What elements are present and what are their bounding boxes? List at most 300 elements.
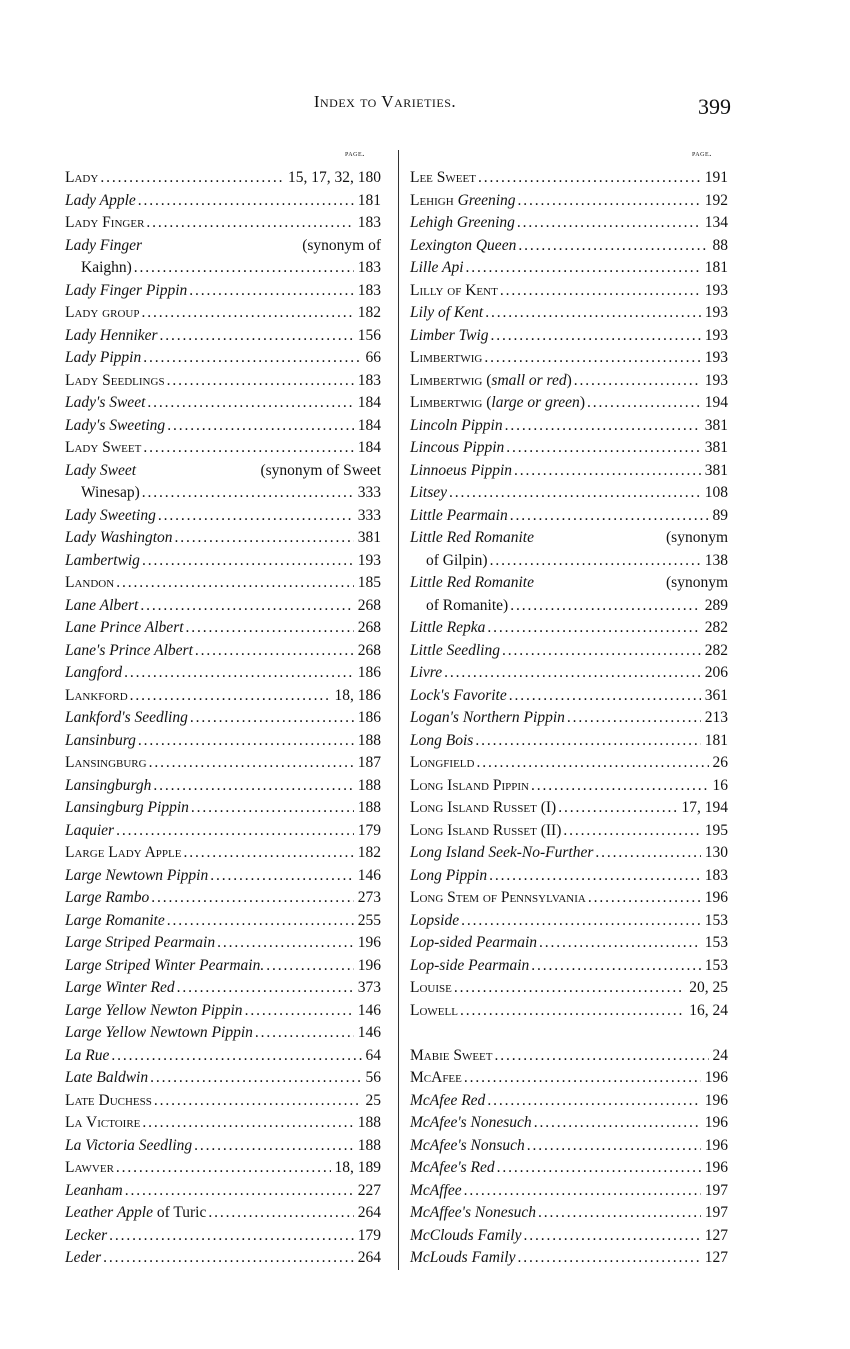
index-entry [65, 417, 381, 439]
entry-name [410, 1159, 495, 1177]
dot-leader [490, 552, 701, 570]
entry-name [65, 867, 208, 885]
entry-name-segment: Lady's Sweet [65, 394, 146, 411]
entry-name [65, 619, 184, 637]
dot-leader [103, 1249, 354, 1267]
dot-leader [158, 507, 354, 525]
index-entry [410, 1114, 728, 1136]
entry-name-segment: Large Lady Apple [65, 844, 182, 861]
entry-name-segment: (synonym [666, 529, 728, 546]
entry-pages: 264 [357, 1204, 381, 1221]
entry-name-segment: Large Rambo [65, 889, 150, 906]
entry-pages: 195 [704, 821, 728, 839]
entry-name-segment: McAffee [410, 1181, 462, 1199]
entry-name-segment: Long Island Seek-No-Further [410, 844, 594, 861]
page-number: 399 [698, 94, 731, 119]
index-entry [65, 304, 381, 326]
dot-leader [150, 1069, 361, 1087]
entry-name-segment: Large Romanite [65, 911, 165, 929]
index-entry [65, 1024, 381, 1046]
entry-name-segment: McAffee's Nonesuch [410, 1204, 536, 1221]
entry-name-segment: ) [566, 371, 572, 389]
index-entry [65, 912, 381, 934]
entry-name-segment: Lady Finger [65, 214, 145, 231]
entry-name [410, 304, 483, 322]
entry-name [410, 462, 512, 480]
dot-leader [245, 1002, 354, 1020]
entry-name-segment: La Victoria Seedling [65, 1136, 193, 1154]
dot-leader [514, 462, 701, 480]
entry-name-segment: (synonym of [302, 236, 381, 254]
entry-pages: 184 [357, 439, 381, 456]
entry-name [65, 979, 175, 997]
entry-name [410, 1002, 458, 1020]
entry-pages: 193 [704, 326, 728, 344]
index-entry [410, 822, 728, 844]
dot-leader [567, 709, 701, 727]
entry-name [65, 597, 138, 615]
entry-name [410, 282, 498, 300]
entry-name [410, 754, 474, 772]
dot-leader [151, 889, 354, 907]
index-entry [65, 192, 381, 214]
entry-name-segment: Lansingburg Pippin [65, 799, 189, 816]
entry-pages: 227 [357, 1181, 381, 1199]
entry-name-segment: McAfee Red [410, 1091, 486, 1109]
index-entry [65, 1069, 381, 1091]
entry-name-segment: Long Stem of Pennsylvania [410, 889, 586, 906]
index-entry [65, 1204, 381, 1226]
index-entry [65, 1159, 381, 1181]
index-entry [65, 844, 381, 866]
entry-name-segment: Lady's Sweeting [65, 416, 166, 434]
entry-name-segment: Leder [65, 1249, 102, 1266]
dot-leader [510, 507, 709, 525]
entry-name [410, 394, 585, 412]
entry-name-segment: Lady Seedlings [65, 371, 165, 389]
dot-leader [454, 979, 685, 997]
entry-name [410, 1227, 522, 1245]
entry-pages: 66 [365, 349, 381, 366]
dot-leader [143, 439, 353, 457]
entry-pages: 196 [704, 1114, 728, 1131]
entry-pages: 138 [704, 551, 728, 569]
entry-name-segment: Lady [65, 169, 99, 186]
entry-name [410, 822, 561, 840]
index-entry [410, 799, 728, 821]
entry-name [65, 799, 189, 817]
entry-pages: 18, 186 [334, 686, 381, 704]
index-entry [410, 214, 728, 236]
entry-pages: 381 [357, 529, 381, 546]
index-entry [65, 619, 381, 641]
entry-pages: 373 [357, 979, 381, 996]
entry-name [410, 1249, 515, 1267]
index-entry [410, 259, 728, 281]
entry-name-segment: Lankford's Seedling [65, 709, 188, 726]
index-entry-line [81, 259, 381, 281]
dot-leader [475, 732, 700, 750]
dot-leader [146, 214, 353, 232]
dot-leader [167, 417, 354, 435]
dot-leader [466, 259, 701, 277]
dot-leader [195, 642, 354, 660]
entry-name-segment: Lincoln Pippin [410, 416, 503, 434]
entry-name [65, 1137, 192, 1155]
entry-name-segment: Lambertwig [65, 551, 140, 569]
index-entry [65, 1047, 381, 1069]
entry-name [65, 507, 156, 525]
dot-leader [183, 844, 353, 862]
index-entry [65, 349, 381, 371]
index-entry [410, 664, 728, 686]
dot-leader [505, 417, 701, 435]
entry-name-segment: Lady group [65, 304, 140, 321]
entry-name [410, 1047, 492, 1065]
entry-name-segment: Lansinburg [65, 731, 136, 749]
page-column-label-left: page. [345, 148, 365, 158]
dot-leader [167, 372, 354, 390]
entry-pages: 183 [357, 259, 381, 276]
entry-pages: 193 [704, 281, 728, 299]
index-entry [410, 507, 728, 529]
entry-name [410, 1114, 532, 1132]
entry-name-segment: Mabie Sweet [410, 1046, 493, 1064]
entry-name-continuation: of Romanite) [426, 596, 509, 614]
dot-leader [517, 214, 701, 232]
index-entry [410, 867, 728, 889]
entry-name-segment: McLouds Family [410, 1249, 516, 1266]
entry-pages: 127 [704, 1249, 728, 1266]
index-entry [410, 912, 728, 934]
entry-pages: 206 [704, 664, 728, 681]
entry-pages: 88 [712, 236, 728, 254]
entry-name [65, 372, 165, 390]
dot-leader [509, 687, 701, 705]
index-entry [410, 1182, 728, 1204]
entry-name-segment: ( [486, 371, 492, 389]
entry-pages: 18, 189 [334, 1159, 381, 1176]
index-entry [65, 597, 381, 619]
entry-name [65, 709, 188, 727]
entry-pages: 183 [357, 214, 381, 231]
entry-pages: 179 [357, 1226, 381, 1244]
entry-name [65, 844, 181, 862]
dot-leader [194, 1137, 354, 1155]
dot-leader [527, 1137, 701, 1155]
index-entry [65, 822, 381, 844]
dot-leader [177, 979, 354, 997]
entry-name [65, 889, 149, 907]
index-entry [410, 394, 728, 416]
entry-pages: 193 [704, 349, 728, 366]
entry-name-segment: Lady Sweet [65, 461, 137, 479]
entry-name [410, 372, 572, 390]
entry-pages: 192 [704, 191, 728, 209]
entry-pages: 130 [704, 844, 728, 861]
dot-leader [142, 552, 354, 570]
entry-name-segment: McAfee's Nonsuch [410, 1136, 525, 1154]
dot-leader [167, 912, 354, 930]
entry-name [410, 1069, 462, 1087]
index-entry [65, 282, 381, 304]
entry-name-segment: Logan's Northern Pippin [410, 709, 565, 726]
entry-pages: 191 [704, 169, 728, 186]
index-entry [410, 1204, 728, 1226]
entry-pages: 361 [704, 686, 728, 704]
entry-name [410, 1137, 525, 1155]
entry-pages: 182 [357, 844, 381, 861]
entry-pages: 282 [704, 641, 728, 659]
entry-name-segment: Limber Twig [410, 326, 489, 344]
entry-name-segment: Lankford [65, 686, 128, 704]
entry-name [410, 664, 442, 682]
entry-name-segment: La Rue [65, 1046, 110, 1064]
dot-leader [460, 1002, 685, 1020]
dot-leader [141, 304, 353, 322]
entry-pages: 333 [357, 484, 381, 501]
index-entry [410, 619, 728, 641]
entry-pages: 255 [357, 911, 381, 929]
dot-leader [153, 777, 353, 795]
index-entry [65, 777, 381, 799]
entry-name [65, 1092, 152, 1110]
dot-leader [175, 529, 354, 547]
entry-pages: 127 [704, 1226, 728, 1244]
index-entry [65, 934, 381, 956]
entry-name-segment: Lecker [65, 1226, 108, 1244]
entry-pages: 153 [704, 956, 728, 974]
entry-name [65, 1159, 114, 1177]
dot-leader [189, 282, 353, 300]
dot-leader [494, 1047, 708, 1065]
entry-name-segment: Little Red Romanite [410, 574, 534, 591]
index-entry [65, 1182, 381, 1204]
index-entry [65, 732, 381, 754]
entry-name [410, 169, 476, 187]
entry-pages: 264 [357, 1249, 381, 1266]
index-entry [410, 687, 728, 709]
entry-pages: 16 [712, 776, 728, 794]
entry-name-segment: Louise [410, 979, 452, 996]
entry-pages: 146 [357, 1001, 381, 1019]
page-column-label-right: page. [692, 148, 712, 158]
entry-name-segment: Lane Albert [65, 596, 139, 614]
entry-pages: 186 [357, 709, 381, 726]
entry-pages: 25 [365, 1091, 381, 1109]
entry-name [65, 642, 193, 660]
dot-leader [142, 1114, 353, 1132]
index-entry [410, 372, 728, 394]
entry-name [410, 259, 464, 277]
index-entry-line [426, 597, 728, 619]
dot-leader [464, 1069, 701, 1087]
entry-name [410, 934, 537, 952]
entry-name [410, 642, 500, 660]
entry-name-segment: Linnoeus Pippin [410, 461, 513, 479]
entry-name-segment: Large Winter Red [65, 979, 175, 996]
entry-pages: 213 [704, 709, 728, 726]
index-entry [65, 687, 381, 709]
entry-name-segment: Large Newtown Pippin [65, 866, 209, 884]
entry-name [410, 1092, 485, 1110]
entry-pages: 185 [357, 574, 381, 591]
entry-name [410, 777, 529, 795]
entry-pages: 196 [357, 934, 381, 951]
dot-leader [138, 192, 354, 210]
index-entry [410, 1092, 728, 1114]
entry-pages: 17, 194 [681, 799, 728, 816]
entry-name [65, 957, 264, 975]
entry-name-segment: (synonym of Sweet [260, 461, 381, 479]
entry-name [410, 957, 529, 975]
entry-pages: 196 [357, 956, 381, 974]
entry-name [65, 1204, 206, 1222]
entry-pages: 196 [704, 1069, 728, 1086]
index-entry [65, 979, 381, 1001]
index-entry [65, 957, 381, 979]
entry-name-segment: Lowell [410, 1001, 458, 1019]
entry-name-segment: Lansingburg [65, 754, 147, 771]
dot-leader [116, 574, 354, 592]
dot-leader [100, 169, 284, 187]
entry-name [65, 1002, 243, 1020]
dot-leader [111, 1047, 361, 1065]
entry-pages: 193 [704, 304, 728, 321]
entry-name-segment: Large Yellow Newton Pippin [65, 1001, 243, 1019]
index-entry [65, 1114, 381, 1136]
entry-name-segment: Lane's Prince Albert [65, 641, 193, 659]
dot-leader [476, 754, 708, 772]
dot-leader [160, 327, 354, 345]
index-entry [410, 957, 728, 979]
dot-leader [539, 934, 701, 952]
entry-name-segment: Limbertwig [410, 394, 487, 411]
dot-leader [142, 484, 354, 502]
entry-name [410, 439, 504, 457]
index-entry [410, 439, 728, 461]
dot-leader [461, 912, 701, 930]
index-entry [65, 664, 381, 686]
entry-name-continuation: Kaighn) [81, 259, 132, 276]
index-entry [410, 1137, 728, 1159]
entry-name-segment: McAfee's Nonesuch [410, 1114, 532, 1131]
dot-leader [217, 934, 354, 952]
entry-pages: 15, 17, 32, 180 [288, 169, 381, 186]
index-entry [65, 169, 381, 191]
entry-pages: 183 [704, 866, 728, 884]
entry-pages: 146 [357, 1024, 381, 1041]
entry-name-continuation: of Gilpin) [426, 551, 488, 569]
entry-name-segment: Little Seedling [410, 641, 500, 659]
entry-name-segment: Limbertwig [410, 349, 483, 366]
entry-name-segment: Livre [410, 664, 443, 681]
entry-pages: 26 [712, 754, 728, 771]
entry-name-segment: Lady Finger [65, 236, 143, 254]
entry-name-segment: Lilly of Kent [410, 281, 498, 299]
entry-pages: 268 [357, 619, 381, 636]
entry-pages: 333 [357, 506, 381, 524]
entry-name [65, 417, 165, 435]
dot-leader [531, 777, 708, 795]
entry-name [65, 912, 165, 930]
dot-leader [116, 1159, 331, 1177]
dot-leader [497, 1159, 701, 1177]
entry-name [65, 754, 147, 772]
entry-name [65, 439, 141, 457]
entry-pages: 196 [704, 1136, 728, 1154]
index-entry [410, 934, 728, 956]
dot-leader [134, 259, 354, 277]
entry-pages: 196 [704, 1159, 728, 1176]
entry-name [410, 844, 593, 862]
entry-name [65, 687, 128, 705]
entry-name-segment: Lop-side Pearmain [410, 956, 530, 974]
entry-name [410, 867, 487, 885]
entry-name [65, 934, 215, 952]
index-entry [65, 439, 381, 461]
entry-name [410, 732, 473, 750]
index-entry [65, 754, 381, 776]
dot-leader [140, 597, 353, 615]
dot-leader [116, 822, 354, 840]
index-entry [65, 372, 381, 394]
index-entry [65, 1249, 381, 1271]
entry-name [65, 1069, 148, 1087]
entry-name-segment: McAfee's Red [410, 1159, 495, 1176]
entry-name [65, 732, 136, 750]
dot-leader [149, 754, 354, 772]
index-entry [410, 484, 728, 506]
entry-name-segment: Little Repka [410, 619, 486, 636]
entry-name-segment: Limbertwig [410, 371, 487, 389]
index-entry [65, 1092, 381, 1114]
dot-leader [587, 394, 701, 412]
dot-leader [138, 732, 354, 750]
entry-name-segment: Lopside [410, 911, 460, 929]
entry-name [410, 619, 485, 637]
entry-name-segment: Lansingburgh [65, 776, 152, 794]
index-entry-line [81, 484, 381, 506]
entry-pages: 197 [704, 1181, 728, 1199]
entry-name-segment: Landon [65, 574, 115, 591]
entry-name-segment: Long Pippin [410, 866, 488, 884]
entry-pages: 181 [704, 259, 728, 276]
dot-leader [538, 1204, 701, 1222]
index-entry [410, 844, 728, 866]
entry-pages: 64 [365, 1046, 381, 1064]
entry-name-segment: small or red [491, 371, 567, 389]
entry-name-segment: Large Yellow Newtown Pippin [65, 1024, 253, 1041]
dot-leader [500, 282, 701, 300]
entry-pages: 183 [357, 371, 381, 389]
entry-name [65, 1227, 107, 1245]
index-entry-line [410, 574, 728, 596]
entry-pages: 153 [704, 934, 728, 951]
entry-pages: 381 [704, 439, 728, 456]
dot-leader [210, 867, 354, 885]
entry-name-segment: Lane Prince Albert [65, 619, 184, 636]
entry-name-segment: McClouds Family [410, 1226, 522, 1244]
entry-name [65, 1047, 109, 1065]
entry-name-segment: Lady Sweeting [65, 506, 156, 524]
index-entry-line [65, 462, 381, 484]
index-entry [65, 507, 381, 529]
index-entry [410, 417, 728, 439]
entry-pages: 24 [712, 1046, 728, 1064]
entry-name-segment: ( [486, 394, 492, 411]
entry-pages: 153 [704, 911, 728, 929]
